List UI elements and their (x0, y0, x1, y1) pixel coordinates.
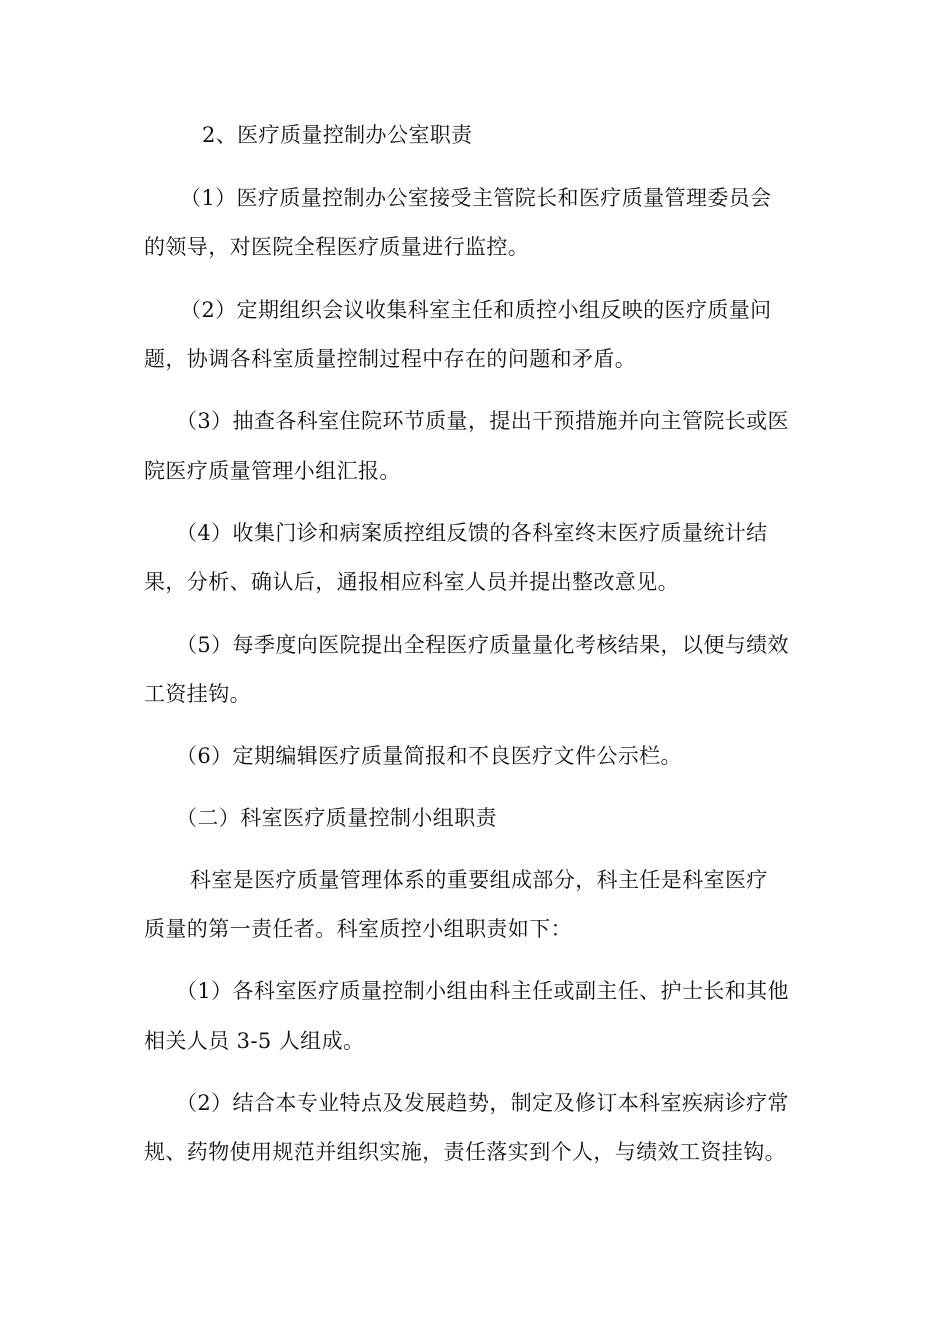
paragraph-line: （5）每季度向医院提出全程医疗质量量化考核结果，以便与绩效 (176, 633, 789, 657)
paragraph-line: （6）定期编辑医疗质量简报和不良医疗文件公示栏。 (176, 744, 682, 768)
paragraph-line: （3）抽查各科室住院环节质量，提出干预措施并向主管院长或医 (176, 409, 789, 433)
paragraph-line: （2）定期组织会议收集科室主任和质控小组反映的医疗质量问 (180, 298, 772, 322)
paragraph-line: （1）各科室医疗质量控制小组由科主任或副主任、护士长和其他 (176, 979, 789, 1003)
paragraph-line: 院医疗质量管理小组汇报。 (144, 459, 401, 483)
paragraph-line: 果，分析、确认后，通报相应科室人员并提出整改意见。 (144, 570, 679, 594)
paragraph-line: 质量的第一责任者。科室质控小组职责如下： (144, 917, 572, 941)
paragraph-line: 题，协调各科室质量控制过程中存在的问题和矛盾。 (144, 347, 637, 371)
section-heading-er: （二）科室医疗质量控制小组职责 (176, 806, 497, 830)
paragraph-line: （1）医疗质量控制办公室接受主管院长和医疗质量管理委员会 (180, 186, 772, 210)
paragraph-line: 相关人员 3-5 人组成。 (144, 1029, 365, 1053)
paragraph-line: （2）结合本专业特点及发展趋势，制定及修订本科室疾病诊疗常 (176, 1091, 789, 1115)
paragraph-line: 科室是医疗质量管理体系的重要组成部分，科主任是科室医疗 (190, 868, 768, 892)
paragraph-line: （4）收集门诊和病案质控组反馈的各科室终末医疗质量统计结 (176, 521, 768, 545)
section-heading-2: 2、医疗质量控制办公室职责 (202, 123, 473, 147)
paragraph-line: 工资挂钩。 (144, 682, 251, 706)
paragraph-line: 规、药物使用规范并组织实施，责任落实到个人，与绩效工资挂钩。 (144, 1140, 786, 1164)
paragraph-line: 的领导，对医院全程医疗质量进行监控。 (144, 235, 530, 259)
